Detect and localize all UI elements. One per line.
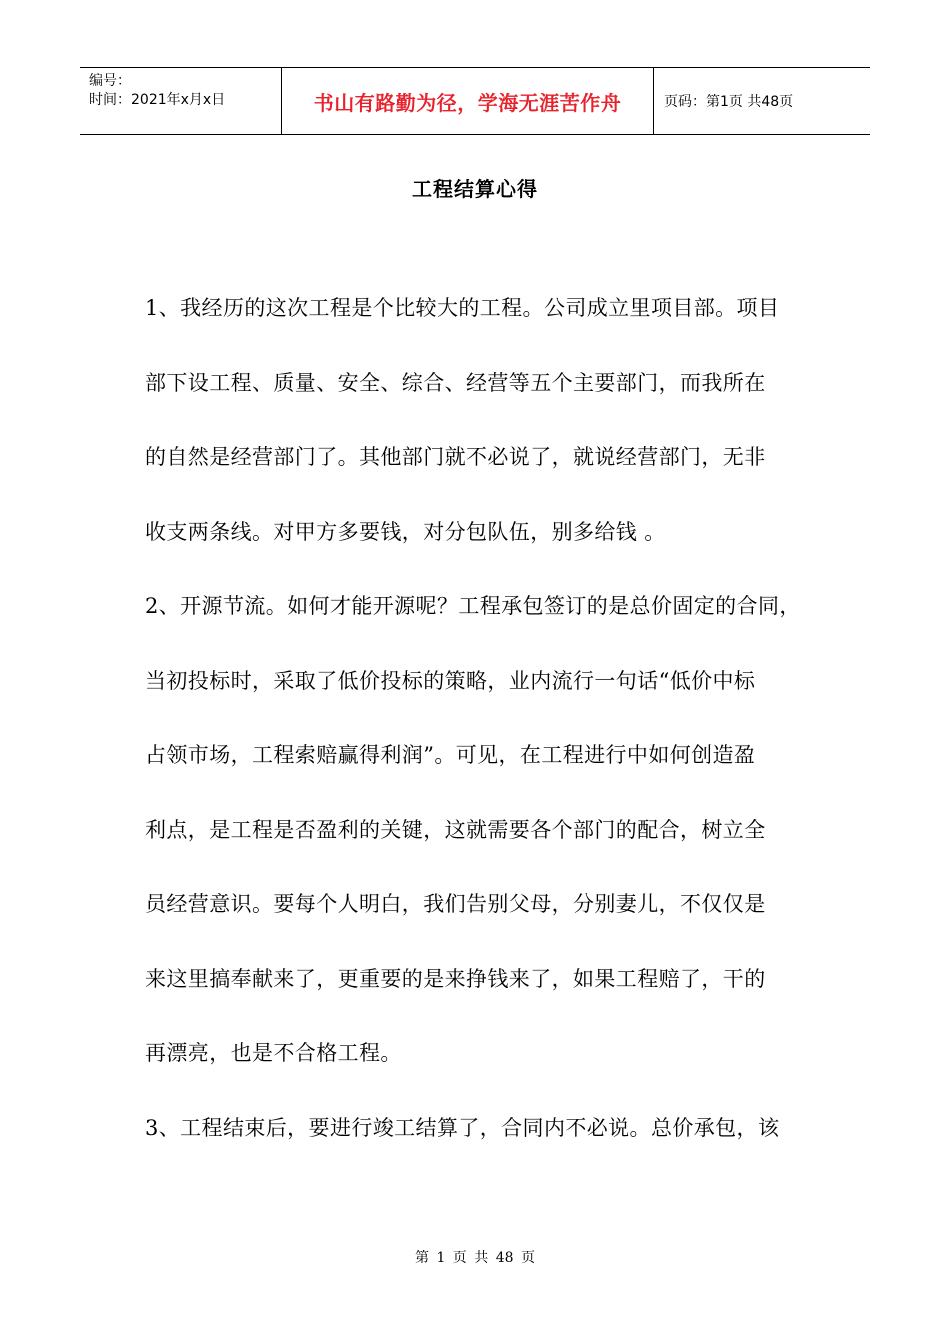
body-line: 再漂亮，也是不合格工程。 [145,1041,402,1065]
body-line: 2、开源节流。如何才能开源呢？工程承包签订的是总价固定的合同， [145,594,801,618]
body-line: 1、我经历的这次工程是个比较大的工程。公司成立里项目部。项目 [145,296,780,320]
page-footer: 第 1 页 共 48 页 [415,1250,535,1266]
document-date-label: 时间：2021年x月x日 [89,92,226,108]
document-number-label: 编号： [89,73,131,89]
body-line: 利点，是工程是否盈利的关键，这就需要各个部门的配合，树立全 [145,817,766,842]
body-line: 部下设工程、质量、安全、综合、经营等五个主要部门，而我所在 [145,370,766,395]
header-meta [80,68,282,134]
body-line: 占领市场，工程索赔赢得利润”。可见，在工程进行中如何创造盈 [145,743,756,767]
page-header [80,67,870,135]
body-line: 来这里搞奉献来了，更重要的是来挣钱来了，如果工程赔了，干的 [145,966,766,991]
header-motto: 书山有路勤为径，学海无涯苦作舟 [282,68,654,134]
document-body [145,289,820,1183]
body-line: 的自然是经营部门了。其他部门就不必说了，就说经营部门，无非 [145,445,766,469]
body-line: 收支两条线。对甲方多要钱，对分包队伍，别多给钱 。 [145,519,666,544]
body-line: 3、工程结束后，要进行竣工结算了，合同内不必说。总价承包，该 [145,1115,780,1140]
header-page-info: 页码：第1页 共48页 [664,94,794,110]
body-line: 员经营意识。要每个人明白，我们告别父母，分别妻儿，不仅仅是 [145,892,766,916]
document-title: 工程结算心得 [412,177,538,201]
body-line: 当初投标时，采取了低价投标的策略，业内流行一句话“低价中标 [145,668,756,693]
